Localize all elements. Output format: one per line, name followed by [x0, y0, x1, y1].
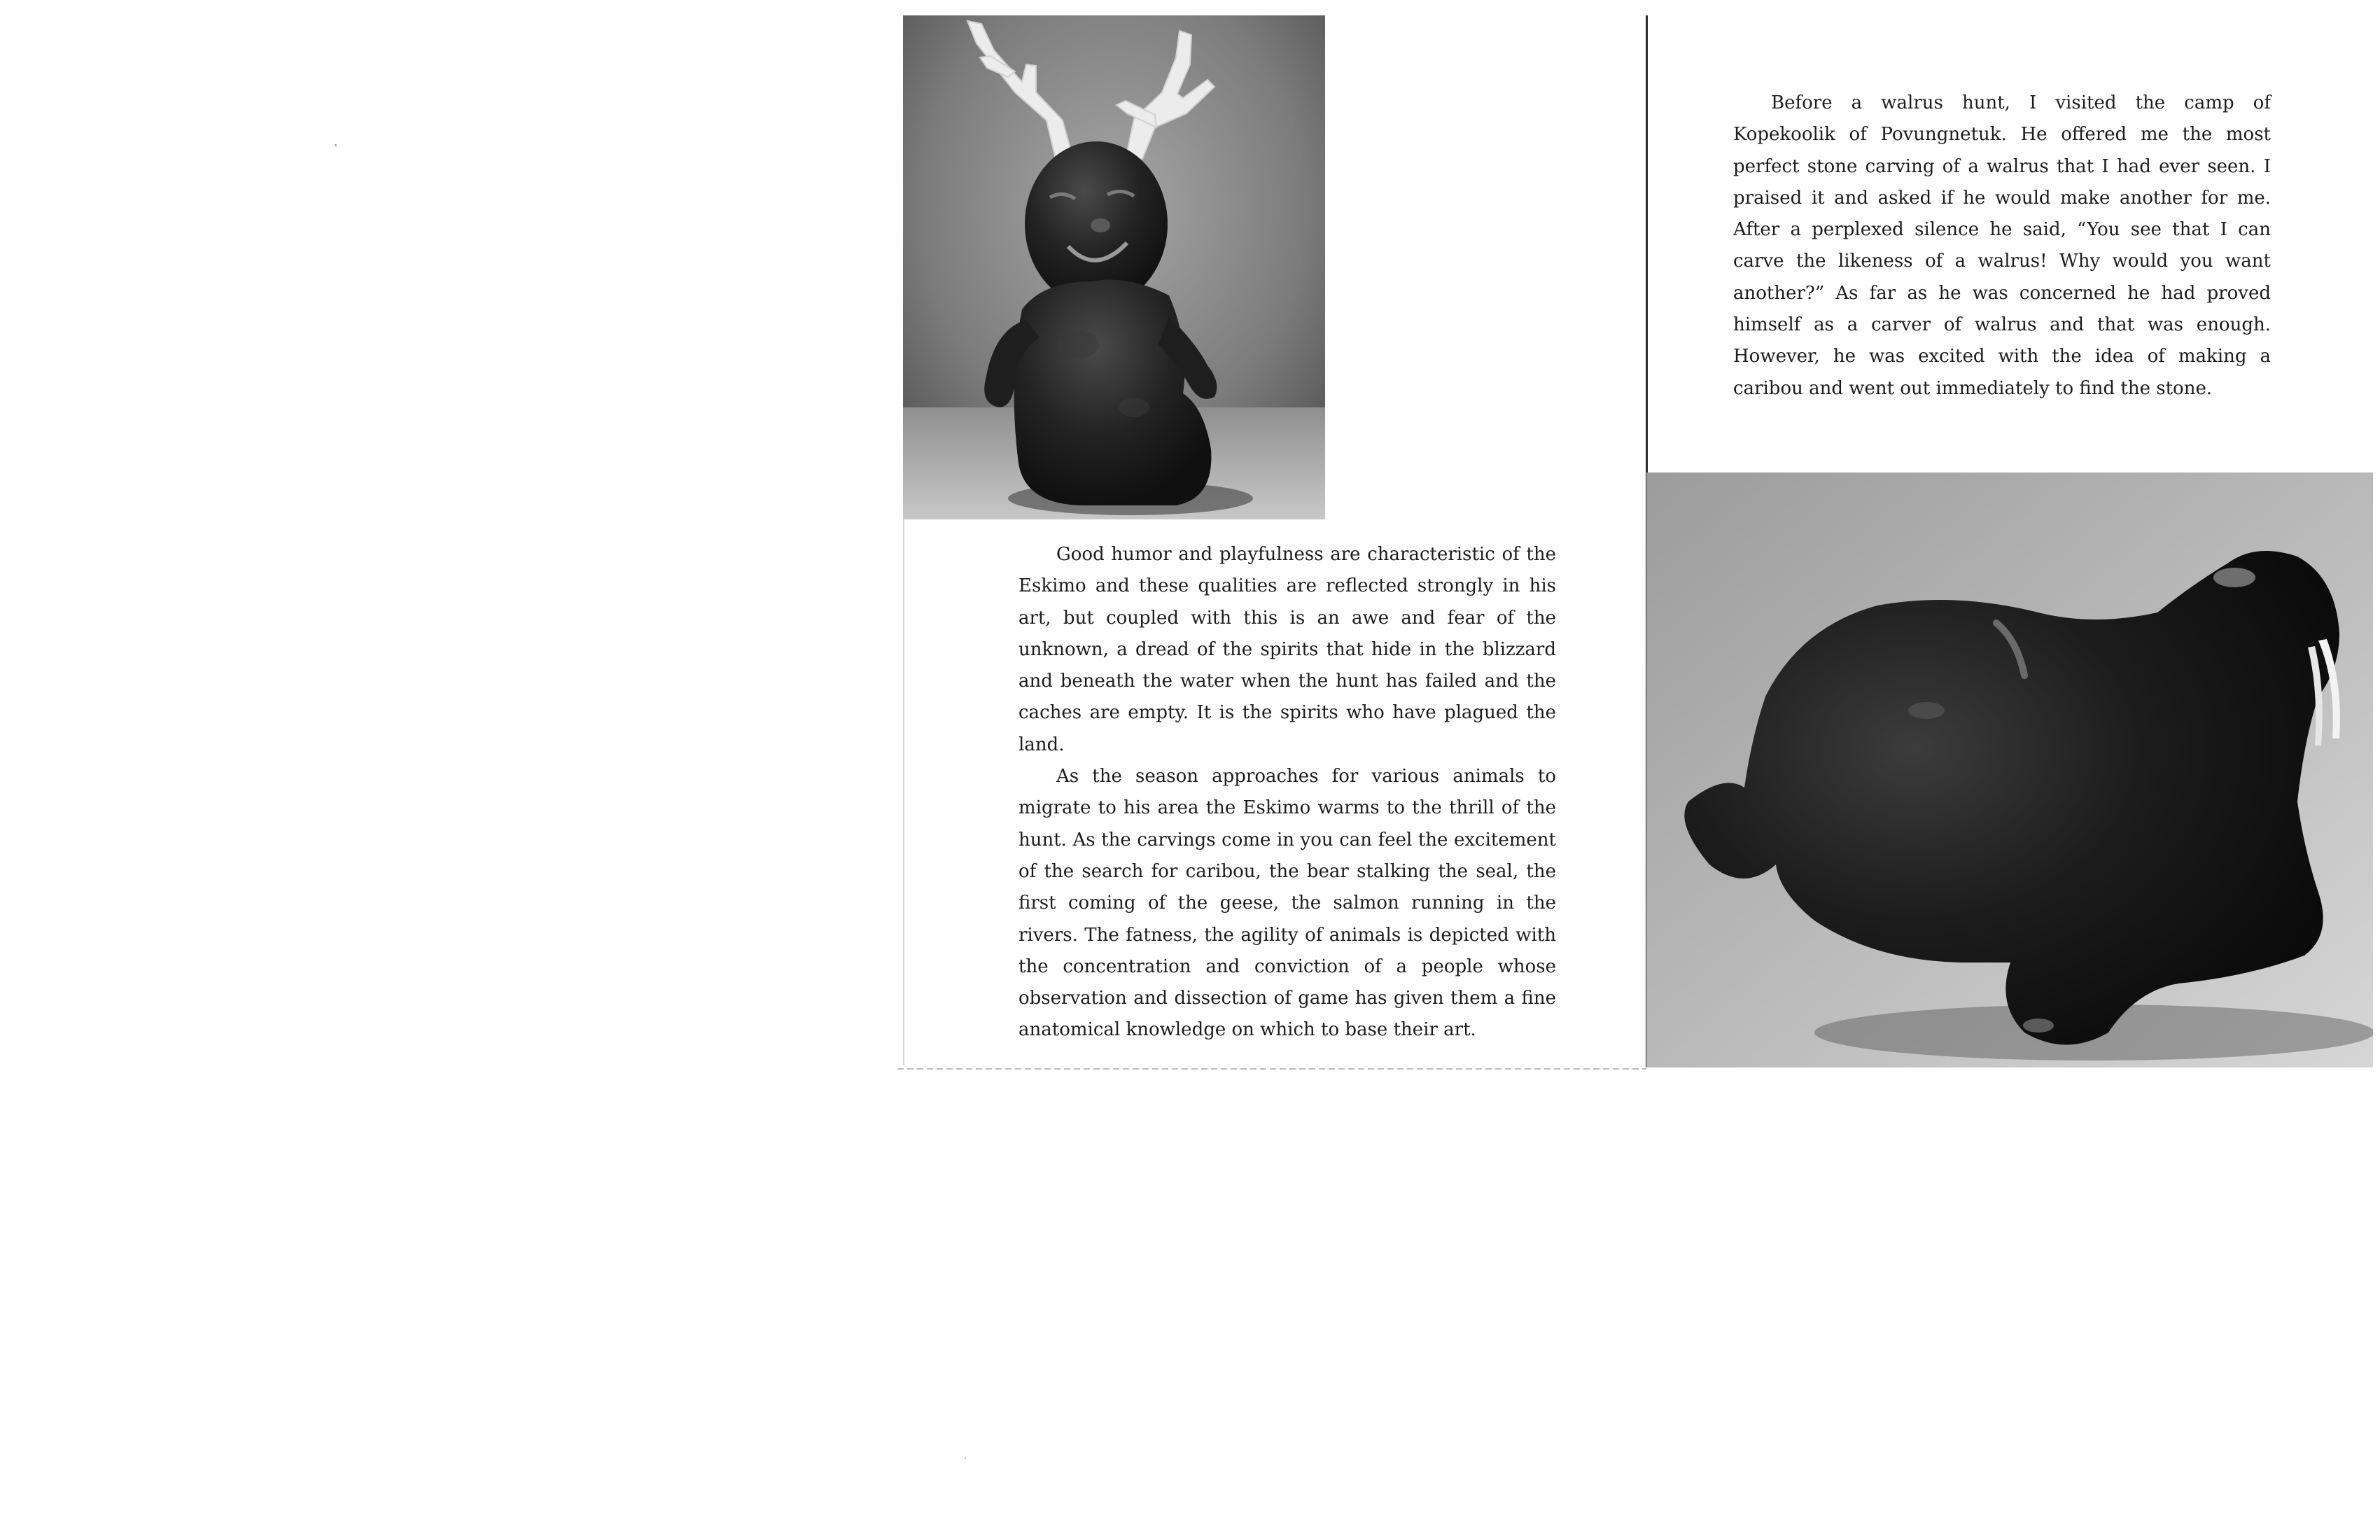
page-bottom-edge — [897, 1068, 1646, 1070]
paragraph: Good humor and playfulness are characteristic of the Eskimo and these qualities are reflected strongly in his art, but coupled with this is an awe and fear of the unknown, a dread of the spirits that hide in the blizzard and beneath the water when the hunt has failed and the caches are empty. It is the spirits who have plagued the land. — [1018, 544, 1556, 755]
paragraph: Before a walrus hunt, I visited the camp of Kopekoolik of Povungnetuk. He offered me the most perfect stone carving of a walrus that I had ever seen. I praised it and asked if he would make another for me. After a perplexed silence he said, “You see that I can carve the likeness of a walrus! Why would you want another?” As far as he was concerned he had proved himself as a carver of walrus and that was enough. However, he was excited with the idea of making a caribou and went out immediately to find the stone. — [1733, 92, 2271, 399]
scan-speck — [965, 1457, 966, 1459]
left-page-edge — [903, 519, 904, 1065]
caribou-figure-photo — [903, 15, 1325, 519]
right-page-text — [1733, 88, 2271, 405]
scan-speck — [335, 144, 337, 146]
left-page-text — [1018, 539, 1556, 1046]
walrus-carving-photo — [1646, 472, 2373, 1068]
paragraph: As the season approaches for various animals to migrate to his area the Eskimo warms to the thrill of the hunt. As the carvings come in you can feel the excitement of the search for caribou, the bear stalking the seal, the first coming of the geese, the salmon running in the rivers. The fatness, the agility of animals is depicted with the concentration and conviction of a people whose observation and dissection of game has given them a fine anatomical knowledge on which to base their art. — [1018, 766, 1556, 1041]
